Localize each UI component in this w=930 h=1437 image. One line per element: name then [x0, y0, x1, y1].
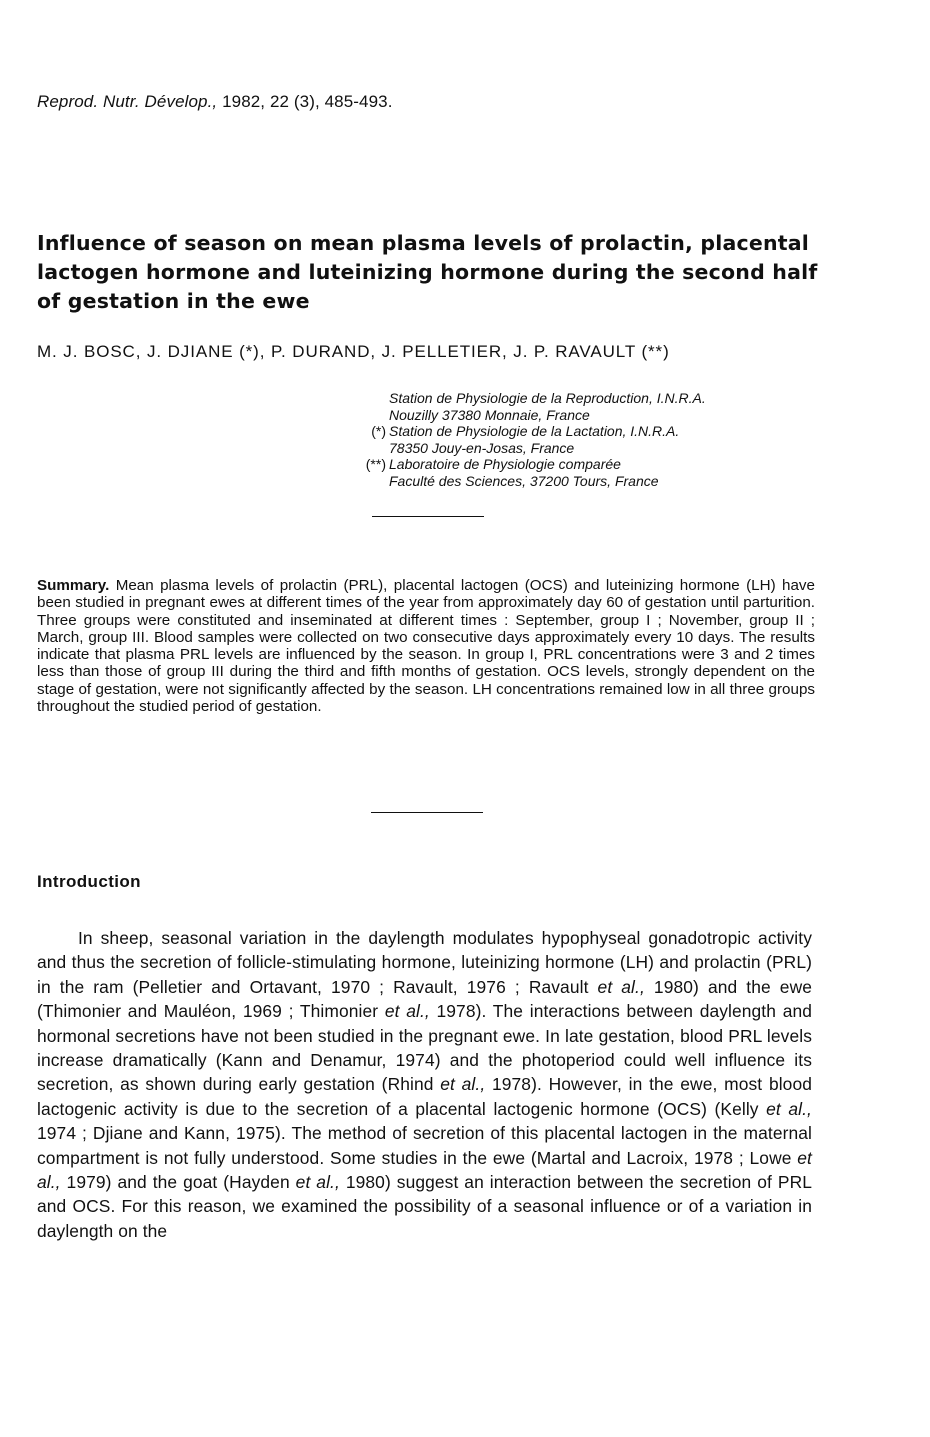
- affiliation-mark: (*): [371, 423, 386, 440]
- italic-run: et al.,: [295, 1172, 340, 1193]
- text-run: 1974 ; Djiane and Kann, 1975). The method of secretion of this placental lactogen in the maternal compartment is not fully understood. Some studies in the ewe (Martal and Lacroix, 1978 ; Lowe: [37, 1123, 812, 1168]
- affiliation-line: Laboratoire de Physiologie comparée: [389, 456, 621, 473]
- italic-run: et al.,: [597, 976, 645, 997]
- affiliation-2: [352, 423, 852, 456]
- introduction-heading: Introduction: [37, 872, 141, 891]
- text-run: 1978). The interactions between daylength and hormonal secretions have not been studied in the pregnant ewe. In late gestation, blood PRL levels increase dramatically (Kann and Denamur, 1974) and the photoperiod could well influence its secretion, as shown during early gestation (Rhind: [37, 1001, 813, 1095]
- summary-paragraph: [37, 577, 815, 715]
- summary-label: Summary.: [37, 577, 110, 594]
- affiliation-line: 78350 Jouy-en-Josas, France: [389, 439, 575, 456]
- journal-name: Reprod. Nutr. Dévelop.,: [37, 92, 218, 111]
- citation-year: 1982,: [222, 92, 266, 111]
- text-run: 1980) and the ewe (Thimonier and Mauléon, 1969 ; Thimonier: [37, 976, 813, 1022]
- italic-run: et al.,: [384, 1001, 430, 1022]
- journal-citation: [37, 92, 393, 112]
- text-run: In sheep, seasonal variation in the daylength modulates hypophyseal gonadotropic activity and thus the secretion of follicle-stimulating hormone, luteinizing hormone (LH) and prolactin (PRL) in the ram (Pelletier and Ortavant, 1970 ; Ravault, 1976 ; Ravault: [37, 928, 812, 997]
- affiliation-line: Station de Physiologie de la Lactation, I.N.R.A.: [389, 423, 680, 440]
- citation-issue-pages: (3), 485-493.: [293, 92, 393, 111]
- affiliation-line: Faculté des Sciences, 37200 Tours, France: [389, 472, 659, 489]
- affiliations: [352, 390, 852, 490]
- article-title: Influence of season on mean plasma levels of prolactin, placental lactogen hormone and luteinizing hormone during the second half of gestation in the ewe: [37, 231, 818, 313]
- introduction-paragraph: [37, 926, 812, 1243]
- affiliation-mark: (**): [365, 456, 386, 473]
- text-run: 1980) suggest an interaction between the secretion of PRL and OCS. For this reason, we examined the possibility of a seasonal influence or of a variation in daylength on the: [37, 1172, 813, 1241]
- affiliation-1: [352, 390, 852, 423]
- italic-run: et al.,: [37, 1147, 812, 1193]
- citation-volume: 22: [269, 92, 290, 111]
- italic-run: et al.,: [440, 1074, 486, 1095]
- text-run: 1979) and the goat (Hayden: [60, 1172, 296, 1193]
- affiliation-mark: [352, 390, 389, 423]
- text-run: 1978). However, in the ewe, most blood lactogenic activity is due to the secretion of a placental lactogenic hormone (OCS) (Kelly: [37, 1074, 812, 1119]
- introduction-body: [37, 926, 812, 1243]
- italic-run: et al.,: [766, 1098, 812, 1119]
- affiliation-line: Nouzilly 37380 Monnaie, France: [389, 406, 590, 423]
- affiliation-line: Station de Physiologie de la Reproduction, I.N.R.A.: [389, 390, 706, 406]
- summary-text: Mean plasma levels of prolactin (PRL), placental lactogen (OCS) and luteinizing hormone (LH) have been studied in pregnant ewes at different times of the year from approximately day 60 of gestation until parturition. Three groups were constituted and inseminated at different times : September, group I ; November, group II ; March, group III. Blood samples were collected on two consecutive days approximately every 10 days. The results indicate that plasma PRL levels are influenced by the season. In group I, PRL concentrations were 3 and 2 times less than those of group III during the third and fifth months of gestation. OCS levels, strongly dependent on the stage of gestation, were not significantly affected by the season. LH concentrations remained low in all three groups throughout the studied period of gestation.: [37, 577, 815, 716]
- section-divider: [371, 812, 483, 813]
- section-divider: [372, 516, 484, 517]
- affiliation-3: [352, 456, 852, 489]
- author-list: M. J. BOSC, J. DJIANE (*), P. DURAND, J. PELLETIER, J. P. RAVAULT (**): [37, 342, 670, 361]
